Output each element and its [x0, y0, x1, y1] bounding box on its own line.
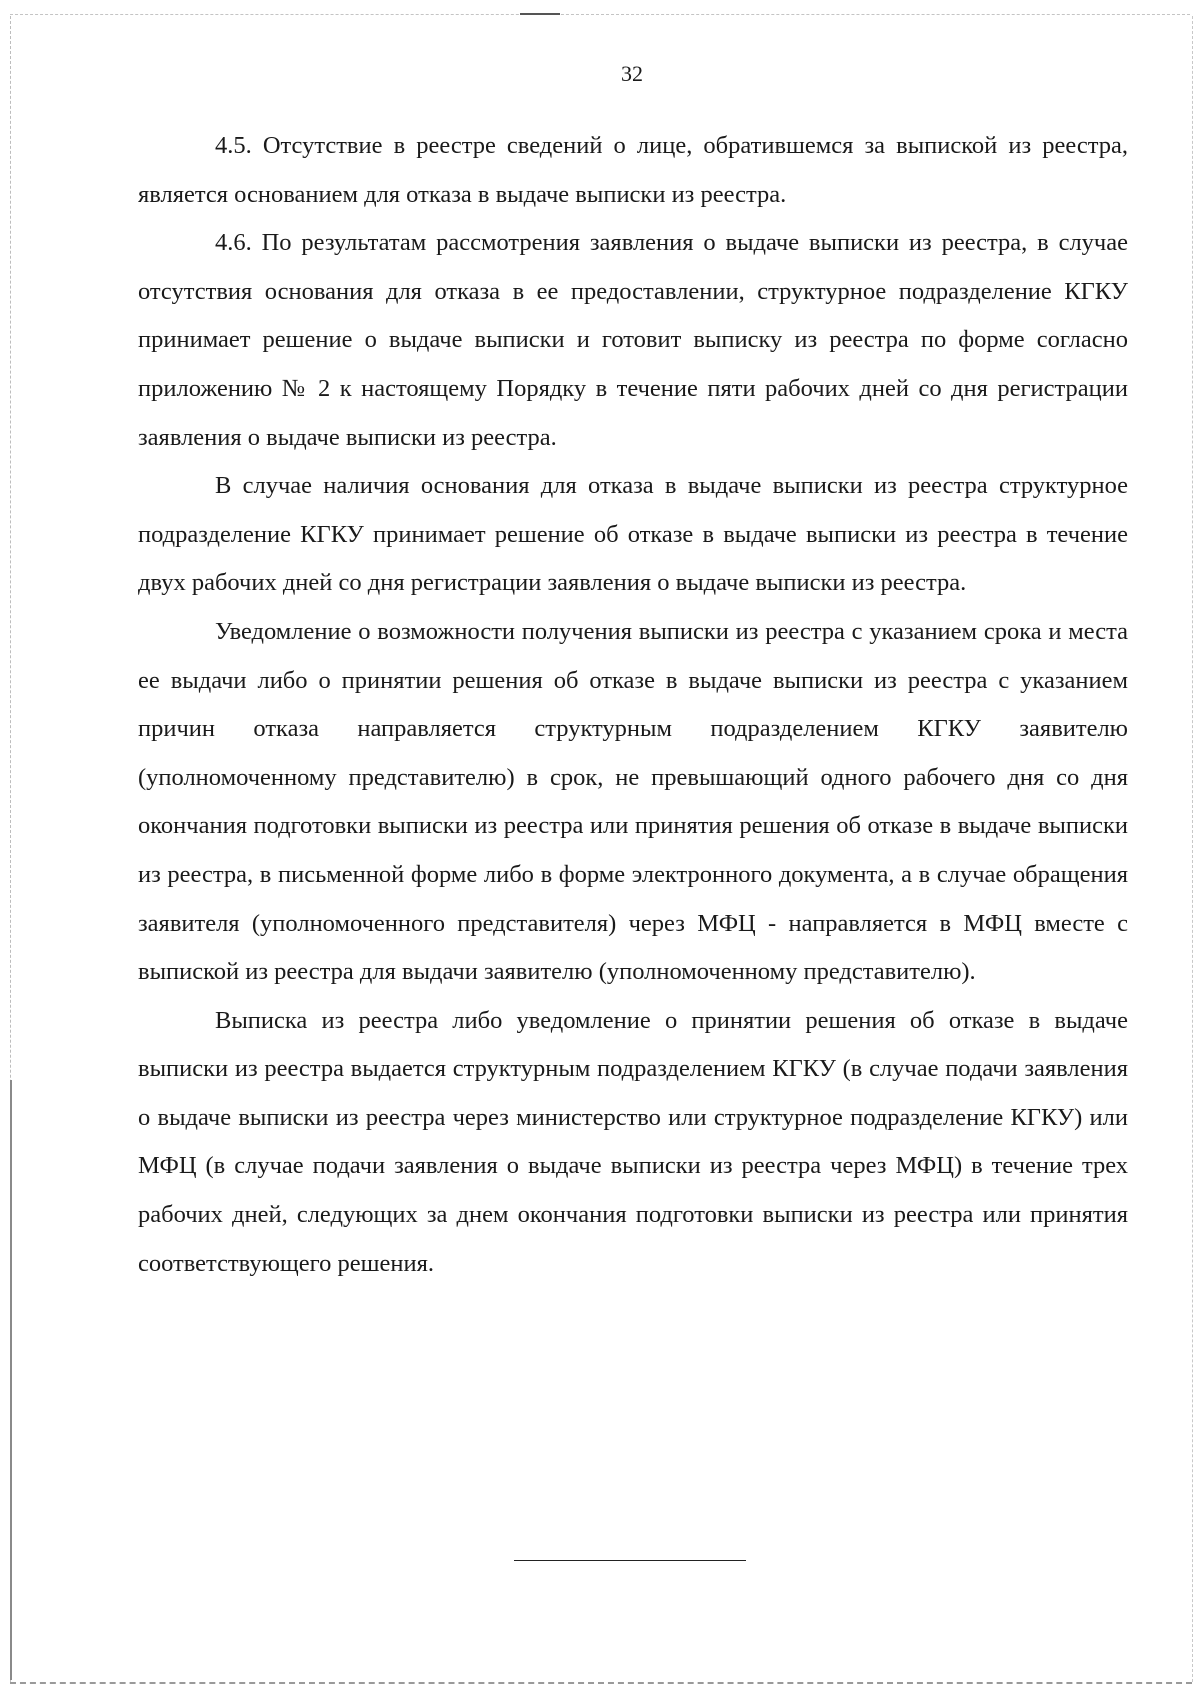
- document-body: [138, 122, 1128, 1288]
- paragraph-4-5: 4.5. Отсутствие в реестре сведений о лице, обратившемся за выпиской из реестра, является основанием для отказа в выдаче выписки из реестра.: [138, 132, 1128, 208]
- scan-mark-top: [520, 13, 560, 15]
- scan-border-right: [1192, 16, 1193, 1682]
- scan-border-bottom: [10, 1682, 1192, 1684]
- paragraph-4-6: 4.6. По результатам рассмотрения заявления о выдаче выписки из реестра, в случае отсутствия основания для отказа в ее предоставлении, структурное подразделение КГКУ принимает решение о выдаче выписки и готовит выписку из реестра по форме согласно приложению № 2 к настоящему Порядку в течение пяти рабочих дней со дня регистрации заявления о выдаче выписки из реестра.: [138, 229, 1128, 451]
- paragraph-refusal: В случае наличия основания для отказа в выдаче выписки из реестра структурное подразделение КГКУ принимает решение об отказе в выдаче выписки из реестра в течение двух рабочих дней со дня регистрации заявления о выдаче выписки из реестра.: [138, 472, 1128, 597]
- paragraph-issuance: Выписка из реестра либо уведомление о принятии решения об отказе в выдаче выписки из реестра выдается структурным подразделением КГКУ (в случае подачи заявления о выдаче выписки из реестра через министерство или структурное подразделение КГКУ) или МФЦ (в случае подачи заявления о выдаче выписки из реестра через МФЦ) в течение трех рабочих дней, следующих за днем окончания подготовки выписки из реестра или принятия соответствующего решения.: [138, 1006, 1128, 1277]
- end-separator-line: [514, 1560, 746, 1561]
- scan-border-left-dark: [10, 1080, 12, 1680]
- scan-border-top: [10, 14, 1190, 15]
- page-number: 32: [621, 61, 643, 86]
- paragraph-notification: Уведомление о возможности получения выписки из реестра с указанием срока и места ее выдачи либо о принятии решения об отказе в выдаче выписки из реестра с указанием причин отказа направляется структурным подразделением КГКУ заявителю (уполномоченному представителю) в срок, не превышающий одного рабочего дня со дня окончания подготовки выписки из реестра или принятия решения об отказе в выдаче выписки из реестра, в письменной форме либо в форме электронного документа, а в случае обращения заявителя (уполномоченного представителя) через МФЦ - направляется в МФЦ вместе с выпиской из реестра для выдачи заявителю (уполномоченному представителю).: [138, 617, 1128, 986]
